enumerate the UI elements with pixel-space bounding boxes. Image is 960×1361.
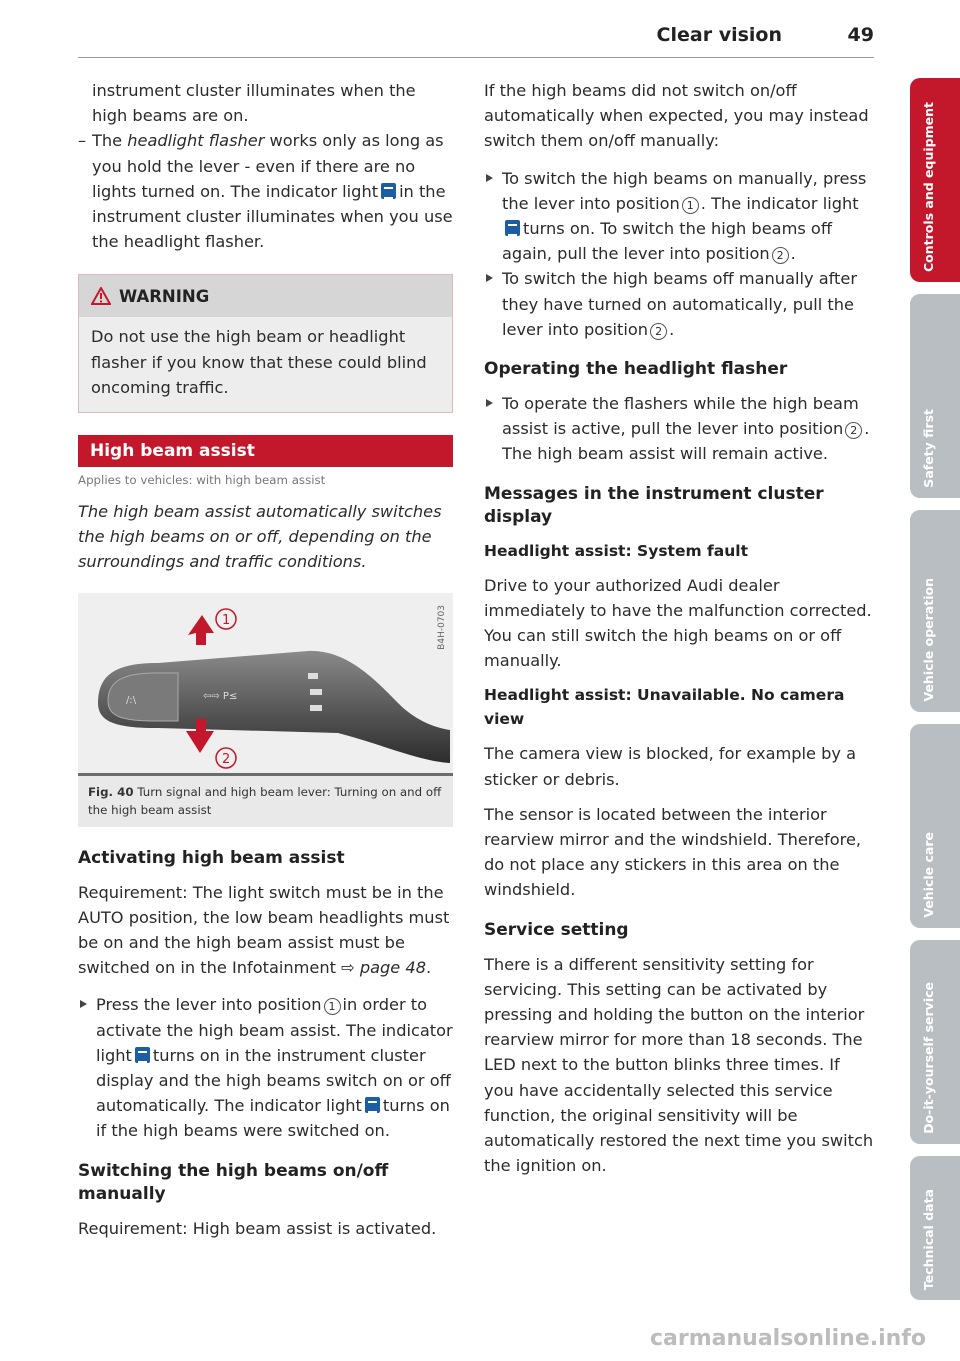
msg2-text2: The sensor is located between the interior rearview mirror and the windshield. Therefore, do not place any stickers in this area on the windshield. — [484, 804, 862, 900]
position-2-marker: 2 — [845, 422, 862, 439]
requirement-end: . — [426, 958, 432, 978]
manual-requirement: Requirement: High beam assist is activated. — [78, 1218, 437, 1238]
tab-safety-first[interactable]: Safety first — [910, 294, 960, 498]
figure-label: Fig. 40 — [88, 784, 134, 799]
figure-caption-text: Turn signal and high beam lever: Turning on and off the high beam assist — [88, 784, 442, 817]
dash-pre: The — [92, 131, 128, 151]
manual-on-step — [484, 166, 874, 267]
intro-continuation: instrument cluster illuminates when the high beams are on. — [92, 81, 416, 126]
high-beam-assist-indicator-icon — [135, 1047, 150, 1063]
b1-d: . — [790, 244, 796, 264]
lever-hazard-symbol: /:\ — [126, 694, 137, 706]
tab-do-it-yourself-service[interactable]: Do-it-yourself service — [910, 940, 960, 1144]
callout-1: 1 — [222, 612, 231, 628]
lever-illustration — [78, 593, 453, 773]
msg2-text1: The camera view is blocked, for example by a sticker or debris. — [484, 744, 857, 789]
page-header — [78, 24, 874, 58]
press-b: in order to activate the high beam assist. The indicator light — [96, 995, 453, 1065]
tab-vehicle-operation[interactable]: Vehicle operation — [910, 510, 960, 712]
applies-to: Applies to vehicles: with high beam assist — [78, 473, 326, 488]
warning-text: Do not use the high beam or headlight flasher if you know that these could blind oncoming traffic. — [91, 327, 427, 397]
right-column — [484, 78, 874, 1179]
manual-intro: If the high beams did not switch on/off automatically when expected, you may instead switch them on/off manually: — [484, 81, 869, 151]
activating-heading: Activating high beam assist — [78, 847, 345, 868]
high-beam-indicator-icon — [505, 220, 520, 236]
press-d: turns on if the high beams were switched on. — [96, 1096, 450, 1141]
messages-heading: Messages in the instrument cluster display — [484, 483, 824, 527]
requirement-text — [78, 880, 453, 981]
lever-signal-symbols: ⇦⇨ P≤ — [203, 690, 238, 702]
section-intro: The high beam assist automatically switches the high beams on or off, depending on the surroundings and traffic conditions. — [78, 502, 442, 572]
flasher-heading: Operating the headlight flasher — [484, 359, 788, 380]
figure-code: B4H-0703 — [437, 604, 447, 650]
b1-a: To switch the high beams on manually, press the lever into position — [502, 168, 867, 213]
position-1-marker: 1 — [682, 197, 699, 214]
tab-controls-equipment[interactable]: Controls and equipment — [910, 78, 960, 282]
press-lever-step — [78, 992, 453, 1143]
manual-off-step — [484, 266, 874, 342]
chapter-title: Clear vision — [656, 24, 782, 46]
figure-lever — [78, 593, 453, 776]
msg1-heading: Headlight assist: System fault — [484, 541, 748, 560]
b2-a: To switch the high beams off manually after they have turned on automatically, pull the lever into position — [502, 269, 858, 339]
position-1-marker: 1 — [324, 998, 341, 1015]
service-text: There is a different sensitivity setting for servicing. This setting can be activated by pressing and holding the button on the interior rearview mirror for more than 18 seconds. The LED next to the button blinks three times. If you have accidentally selected this service function, the original sensitivity will be automatically restored the next time you switch the ignition on. — [484, 954, 874, 1176]
high-beam-indicator-icon — [381, 183, 396, 199]
dash-mid: works only as long as you hold the lever - even if there are no lights turned on. The indicator light — [92, 131, 444, 201]
push-arrow-icon — [188, 615, 214, 645]
warning-title: WARNING — [119, 286, 210, 306]
b1-b: . The indicator light — [700, 193, 859, 213]
tab-technical-data[interactable]: Technical data — [910, 1156, 960, 1300]
b1-c: turns on. To switch the high beams off again, pull the lever into position — [502, 219, 832, 264]
left-column — [78, 78, 453, 1241]
press-c: turns on in the instrument cluster display and the high beams switch on or off automatically. The indicator light — [96, 1045, 451, 1116]
warning-header — [79, 275, 452, 317]
figure-caption — [78, 776, 453, 827]
position-2-marker: 2 — [772, 247, 789, 264]
tab-vehicle-care[interactable]: Vehicle care — [910, 724, 960, 928]
press-a: Press the lever into position — [96, 995, 322, 1015]
section-title: High beam assist — [78, 435, 453, 467]
page-number: 49 — [847, 24, 874, 46]
headlight-flasher-term: headlight flasher — [127, 131, 265, 151]
flasher-step — [484, 391, 874, 467]
dash-post: in the instrument cluster illuminates when you use the headlight flasher. — [92, 181, 453, 252]
headlight-flasher-item — [78, 128, 453, 254]
msg1-text: Drive to your authorized Audi dealer immediately to have the malfunction corrected. You can still switch the high beams on or off manually. — [484, 575, 872, 671]
callout-2: 2 — [222, 751, 231, 767]
dash-mark: – — [78, 131, 87, 151]
position-2-marker: 2 — [650, 323, 667, 340]
page-ref-link[interactable]: ⇨ page 48 — [341, 958, 427, 978]
fl-a: To operate the flashers while the high beam assist is active, pull the lever into position — [502, 394, 859, 439]
requirement-body: Requirement: The light switch must be in the AUTO position, the low beam headlights must be on and the high beam assist must be switched on in the Infotainment — [78, 882, 450, 978]
high-beam-indicator-icon — [365, 1097, 380, 1113]
b2-b: . — [669, 319, 675, 339]
manual-heading: Switching the high beams on/off manually — [78, 1160, 389, 1204]
fl-b: . The high beam assist will remain active. — [502, 419, 870, 464]
msg2-heading: Headlight assist: Unavailable. No camera view — [484, 686, 845, 729]
service-heading: Service setting — [484, 919, 629, 940]
warning-triangle-icon — [91, 287, 111, 305]
warning-box — [78, 274, 453, 413]
watermark: carmanualsonline.info — [650, 1326, 926, 1351]
